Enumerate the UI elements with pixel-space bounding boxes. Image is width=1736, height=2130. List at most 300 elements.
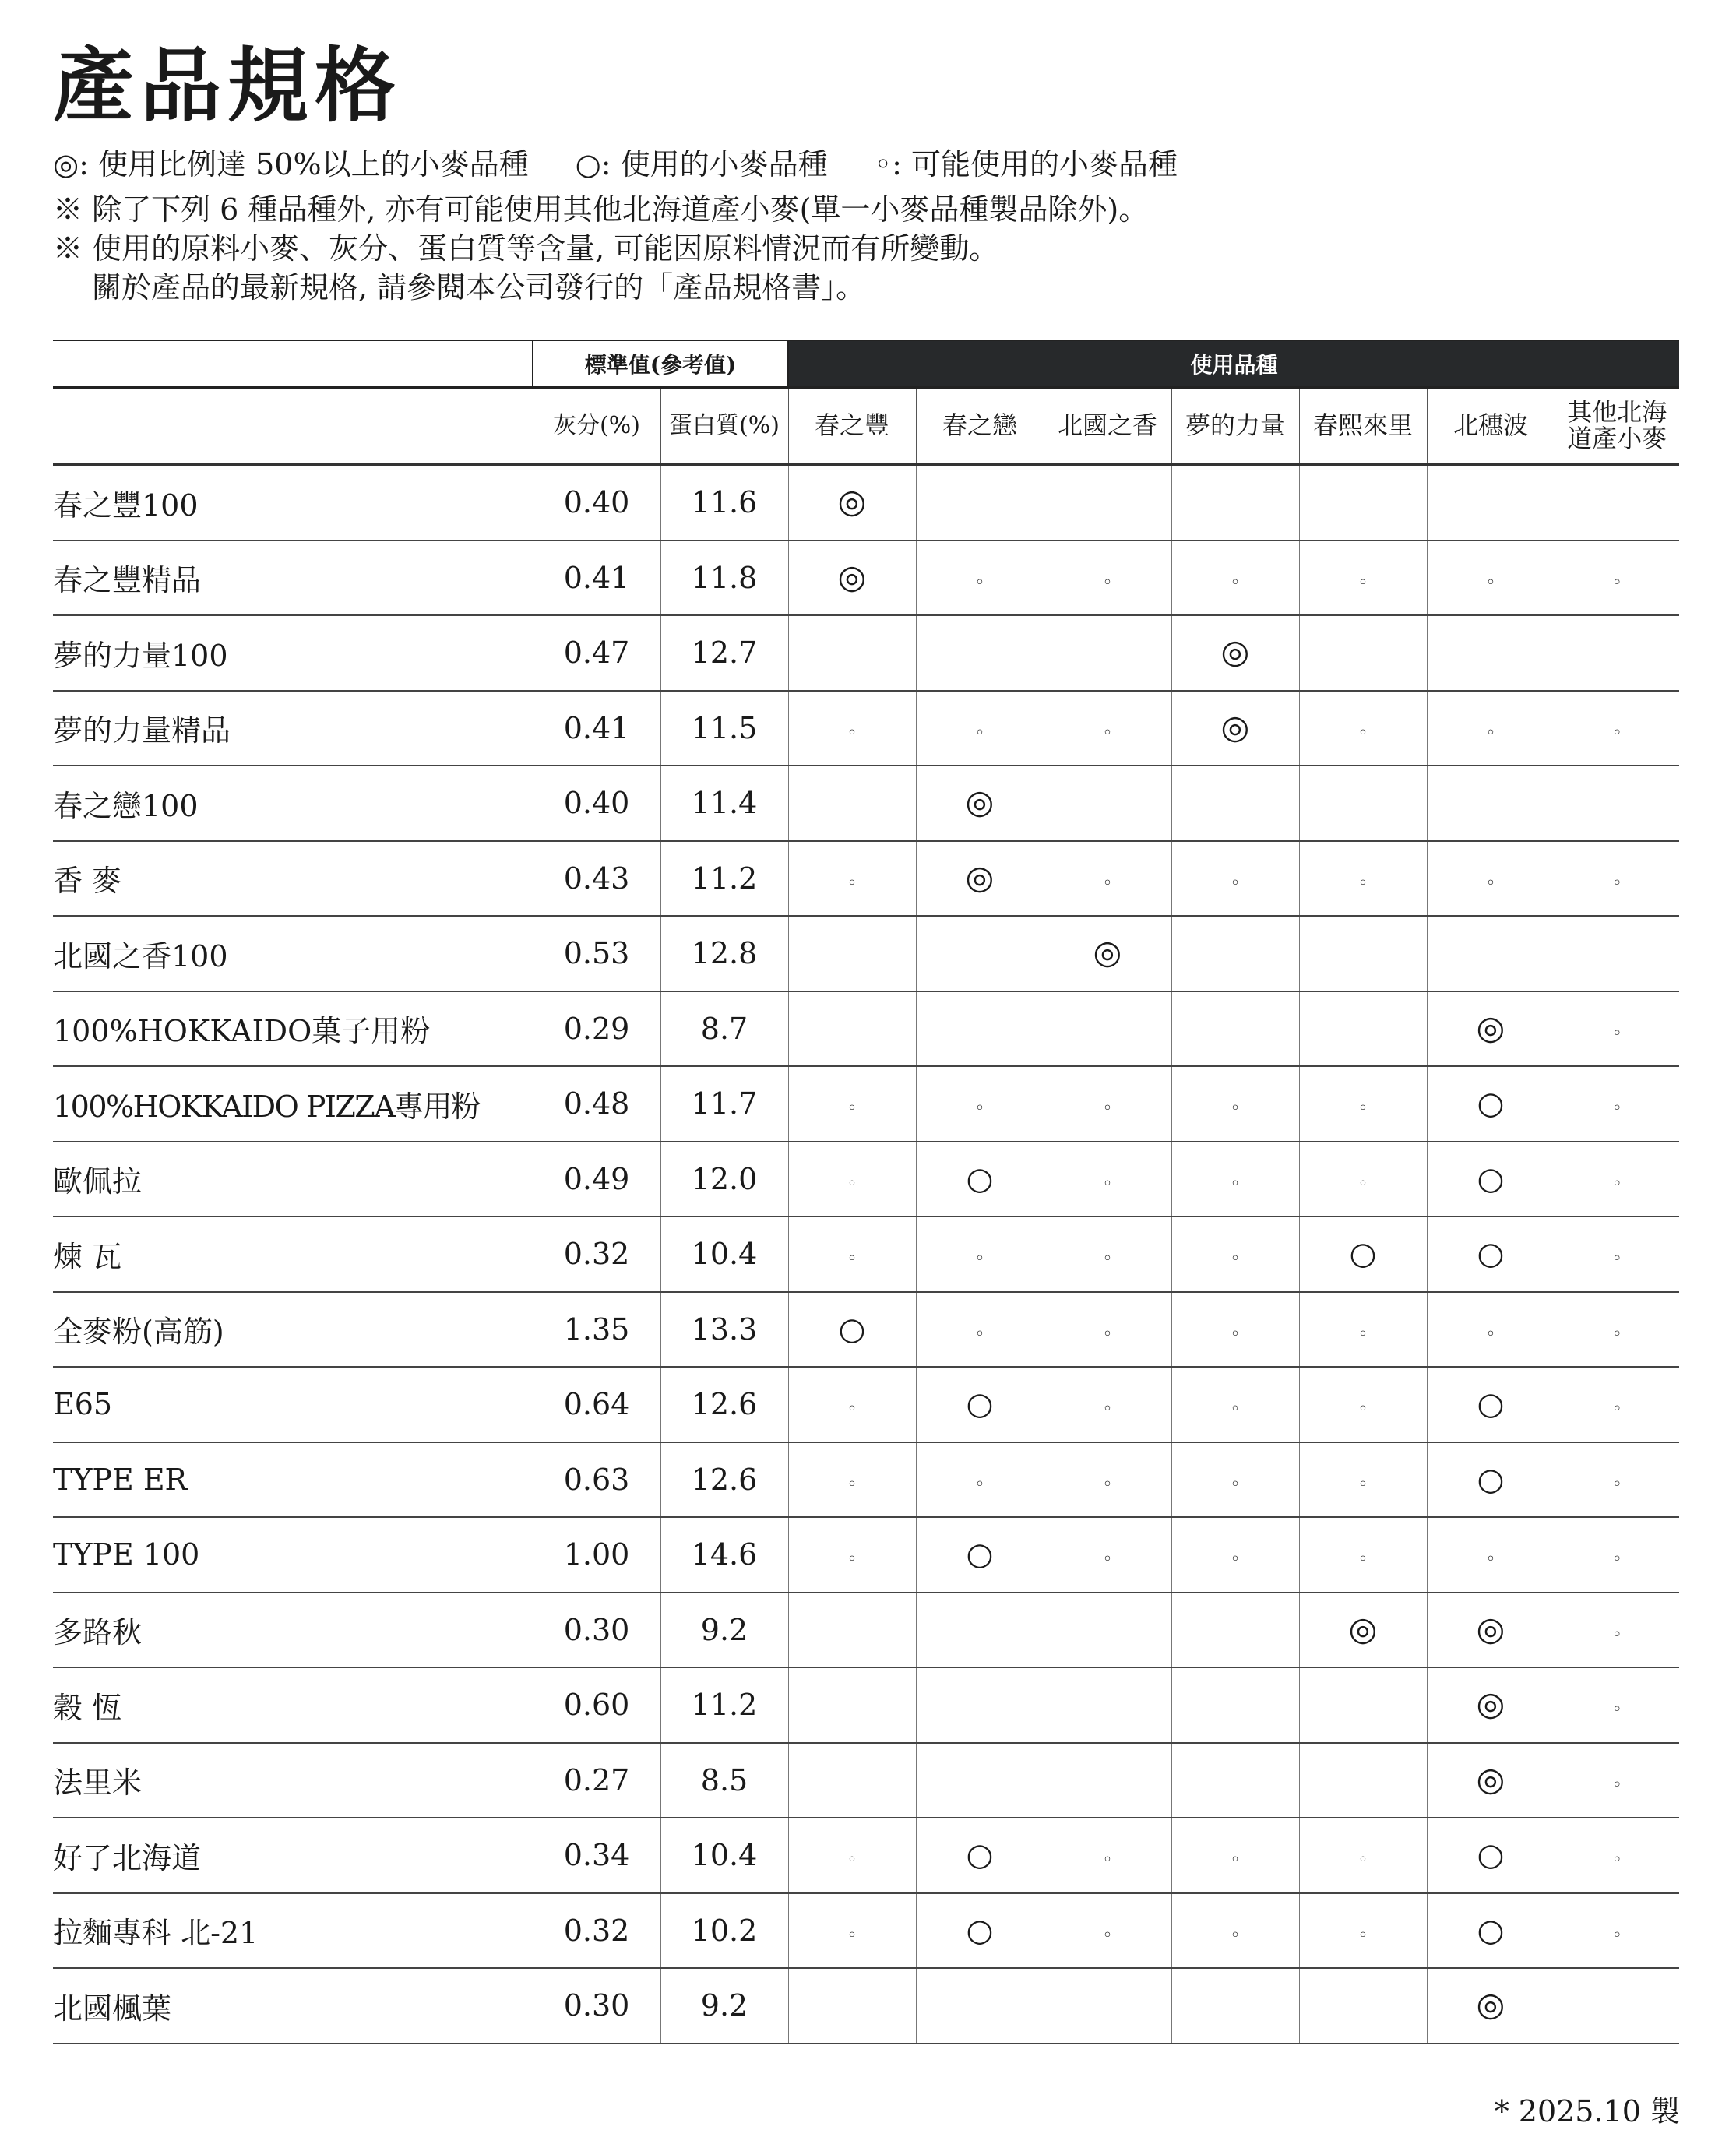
ash-value: 0.47 bbox=[533, 615, 660, 691]
dot-icon: ◦ bbox=[1611, 1399, 1622, 1420]
double-circle-icon: ◎ bbox=[1476, 1008, 1505, 1047]
variety-cell bbox=[1299, 540, 1427, 616]
ash-value: 0.30 bbox=[533, 1593, 660, 1668]
ash-value: 0.40 bbox=[533, 766, 660, 841]
variety-cell bbox=[916, 1142, 1044, 1217]
table-row bbox=[53, 1968, 1679, 2044]
circle-icon: ○ bbox=[838, 1311, 866, 1347]
dot-icon: ◦ bbox=[1102, 1474, 1113, 1495]
legend-item-double-circle bbox=[53, 147, 529, 181]
variety-cell bbox=[916, 766, 1044, 841]
dot-icon: ◦ bbox=[1611, 1700, 1622, 1720]
protein-value: 14.6 bbox=[660, 1517, 788, 1593]
variety-cell bbox=[1427, 1517, 1555, 1593]
protein-value: 11.6 bbox=[660, 465, 788, 540]
variety-cell bbox=[788, 766, 916, 841]
table-row bbox=[53, 1216, 1679, 1292]
variety-cell bbox=[1555, 1593, 1679, 1668]
product-name: 春之豐100 bbox=[53, 465, 533, 540]
variety-cell bbox=[1299, 1216, 1427, 1292]
dot-icon: ◦ bbox=[847, 1099, 857, 1119]
ash-value: 0.43 bbox=[533, 841, 660, 917]
ash-value: 0.34 bbox=[533, 1818, 660, 1893]
variety-cell bbox=[1427, 1893, 1555, 1969]
col-header-protein: 蛋白質(%) bbox=[660, 388, 788, 465]
dot-icon: ◦ bbox=[1102, 1324, 1113, 1344]
variety-cell bbox=[1299, 1367, 1427, 1442]
dot-icon: ◦ bbox=[1102, 1399, 1113, 1420]
variety-cell bbox=[1171, 1893, 1299, 1969]
group-header-blank bbox=[53, 340, 533, 388]
legend bbox=[53, 147, 1224, 195]
dot-icon: ◦ bbox=[1485, 572, 1496, 593]
product-name: 全麥粉(高筋) bbox=[53, 1292, 533, 1368]
table-row bbox=[53, 1442, 1679, 1518]
variety-cell bbox=[916, 1517, 1044, 1593]
product-name: 夢的力量精品 bbox=[53, 691, 533, 766]
product-name: 好了北海道 bbox=[53, 1818, 533, 1893]
col-header-variety: 春熙來里 bbox=[1299, 388, 1427, 465]
protein-value: 11.7 bbox=[660, 1066, 788, 1142]
variety-cell bbox=[1555, 1142, 1679, 1217]
footer-date: * 2025.10 製 bbox=[1494, 2094, 1680, 2128]
product-name: TYPE 100 bbox=[53, 1517, 533, 1593]
variety-cell bbox=[1044, 1743, 1171, 1818]
product-name: 夢的力量100 bbox=[53, 615, 533, 691]
variety-cell bbox=[1555, 540, 1679, 616]
product-name: 法里米 bbox=[53, 1743, 533, 1818]
variety-cell bbox=[788, 1442, 916, 1518]
dot-icon: ◦ bbox=[847, 873, 857, 893]
protein-value: 11.5 bbox=[660, 691, 788, 766]
variety-cell bbox=[1044, 1593, 1171, 1668]
variety-cell bbox=[788, 1593, 916, 1668]
double-circle-icon: ◎ bbox=[1476, 1685, 1505, 1723]
dot-icon: ◦ bbox=[1230, 873, 1241, 893]
dot-icon: ◦ bbox=[974, 1099, 985, 1119]
dot-icon: ◦ bbox=[847, 723, 857, 743]
variety-cell bbox=[1299, 916, 1427, 991]
variety-cell bbox=[916, 540, 1044, 616]
variety-cell bbox=[1555, 1818, 1679, 1893]
dot-icon: ◦ bbox=[1102, 1249, 1113, 1269]
dot-icon: ◦ bbox=[1357, 1324, 1368, 1344]
ash-value: 0.32 bbox=[533, 1216, 660, 1292]
variety-cell bbox=[1171, 1743, 1299, 1818]
circle-icon: ○ bbox=[1477, 1912, 1505, 1949]
variety-cell bbox=[1427, 1667, 1555, 1743]
double-circle-icon: ◎ bbox=[837, 557, 867, 596]
variety-cell bbox=[788, 1893, 916, 1969]
legend-text: : 使用的小麥品種 bbox=[600, 147, 828, 181]
variety-cell bbox=[916, 1292, 1044, 1368]
table-row bbox=[53, 841, 1679, 917]
variety-cell bbox=[1427, 1818, 1555, 1893]
variety-cell bbox=[1171, 916, 1299, 991]
dot-icon: ◦ bbox=[847, 1925, 857, 1945]
product-name: 拉麵專科 北-21 bbox=[53, 1893, 533, 1969]
dot-icon: ◦ bbox=[1611, 1850, 1622, 1871]
table-row bbox=[53, 916, 1679, 991]
variety-cell bbox=[1044, 841, 1171, 917]
dot-icon: ◦ bbox=[1611, 1324, 1622, 1344]
dot-icon: ◦ bbox=[847, 1174, 857, 1194]
dot-icon: ◦ bbox=[1230, 1550, 1241, 1570]
variety-cell bbox=[1044, 1893, 1171, 1969]
table-row bbox=[53, 991, 1679, 1067]
double-circle-icon: ◎ bbox=[1093, 933, 1122, 972]
variety-cell bbox=[1299, 465, 1427, 540]
variety-cell bbox=[788, 1066, 916, 1142]
dot-icon: ◦ bbox=[1230, 572, 1241, 593]
variety-cell bbox=[916, 1593, 1044, 1668]
dot-icon: ◦ bbox=[1230, 1850, 1241, 1871]
variety-cell bbox=[1171, 1593, 1299, 1668]
dot-icon: ◦ bbox=[1485, 1550, 1496, 1570]
protein-value: 9.2 bbox=[660, 1593, 788, 1668]
dot-icon: ◦ bbox=[1611, 1550, 1622, 1570]
dot-icon: ◦ bbox=[974, 1249, 985, 1269]
col-header-variety: 春之戀 bbox=[916, 388, 1044, 465]
product-name: 春之豐精品 bbox=[53, 540, 533, 616]
dot-icon: ◦ bbox=[1611, 1625, 1622, 1645]
dot-icon: ◦ bbox=[1230, 1474, 1241, 1495]
page-title: 產品規格 bbox=[53, 37, 403, 133]
variety-cell bbox=[788, 916, 916, 991]
dot-icon: ◦ bbox=[1357, 723, 1368, 743]
variety-cell bbox=[1044, 766, 1171, 841]
table-row bbox=[53, 465, 1679, 540]
variety-cell bbox=[916, 1818, 1044, 1893]
dot-icon: ◦ bbox=[974, 572, 985, 593]
variety-cell bbox=[1171, 1066, 1299, 1142]
variety-cell bbox=[1427, 1292, 1555, 1368]
variety-cell bbox=[1171, 1818, 1299, 1893]
variety-cell bbox=[1044, 540, 1171, 616]
circle-icon: ○ bbox=[966, 1160, 994, 1197]
note-line: ※ 除了下列 6 種品種外, 亦有可能使用其他北海道產小麥(單一小麥品種製品除外)。 bbox=[53, 192, 1149, 227]
variety-cell bbox=[1299, 1743, 1427, 1818]
variety-cell bbox=[916, 465, 1044, 540]
dot-icon: ◦ bbox=[1611, 1925, 1622, 1945]
protein-value: 12.7 bbox=[660, 615, 788, 691]
variety-cell bbox=[1299, 1893, 1427, 1969]
circle-icon: ○ bbox=[1349, 1236, 1377, 1273]
variety-cell bbox=[916, 1667, 1044, 1743]
col-header-variety: 夢的力量 bbox=[1171, 388, 1299, 465]
dot-icon: ◦ bbox=[1230, 1249, 1241, 1269]
legend-item-dot bbox=[874, 147, 1178, 181]
dot-icon: ◦ bbox=[847, 1550, 857, 1570]
variety-cell bbox=[916, 1216, 1044, 1292]
ash-value: 0.64 bbox=[533, 1367, 660, 1442]
variety-cell bbox=[1555, 991, 1679, 1067]
dot-icon: ◦ bbox=[1102, 1925, 1113, 1945]
variety-cell bbox=[788, 991, 916, 1067]
dot-icon: ◦ bbox=[1230, 1925, 1241, 1945]
col-header-variety-other bbox=[1555, 388, 1679, 465]
circle-icon: ○ bbox=[966, 1837, 994, 1874]
dot-icon: ◦ bbox=[1357, 1174, 1368, 1194]
variety-cell bbox=[1555, 1517, 1679, 1593]
ash-value: 0.32 bbox=[533, 1893, 660, 1969]
variety-cell bbox=[1555, 916, 1679, 991]
variety-cell bbox=[1299, 1968, 1427, 2044]
dot-icon: ◦ bbox=[1611, 1474, 1622, 1495]
variety-cell bbox=[1044, 1066, 1171, 1142]
table-row bbox=[53, 1818, 1679, 1893]
col-header-product bbox=[53, 388, 533, 465]
variety-cell bbox=[916, 1893, 1044, 1969]
variety-cell bbox=[1555, 1216, 1679, 1292]
col-header-other-line2: 道產小麥 bbox=[1567, 424, 1667, 453]
dot-icon: ◦ bbox=[1611, 1775, 1622, 1795]
dot-icon: ◦ bbox=[1611, 723, 1622, 743]
variety-cell bbox=[916, 916, 1044, 991]
product-name: 北國之香100 bbox=[53, 916, 533, 991]
table-row bbox=[53, 1593, 1679, 1668]
variety-cell bbox=[916, 1743, 1044, 1818]
legend-text: : 可能使用的小麥品種 bbox=[892, 147, 1178, 181]
variety-cell bbox=[1171, 1667, 1299, 1743]
variety-cell bbox=[1044, 1216, 1171, 1292]
table-row bbox=[53, 1066, 1679, 1142]
variety-cell bbox=[1555, 691, 1679, 766]
variety-cell bbox=[1044, 1818, 1171, 1893]
variety-cell bbox=[1555, 465, 1679, 540]
dot-icon: ◦ bbox=[1611, 1249, 1622, 1269]
variety-cell bbox=[788, 1968, 916, 2044]
dot-icon: ◦ bbox=[847, 1249, 857, 1269]
variety-cell bbox=[788, 540, 916, 616]
legend-item-circle bbox=[575, 147, 828, 181]
variety-cell bbox=[1427, 615, 1555, 691]
ash-value: 0.40 bbox=[533, 465, 660, 540]
circle-icon: ○ bbox=[1477, 1461, 1505, 1498]
dot-icon: ◦ bbox=[1357, 1099, 1368, 1119]
product-name: 多路秋 bbox=[53, 1593, 533, 1668]
variety-cell bbox=[1044, 1142, 1171, 1217]
dot-icon: ◦ bbox=[1611, 572, 1622, 593]
variety-cell bbox=[1427, 841, 1555, 917]
dot-icon: ◦ bbox=[974, 1324, 985, 1344]
variety-cell bbox=[788, 1743, 916, 1818]
variety-cell bbox=[1427, 691, 1555, 766]
variety-cell bbox=[916, 1367, 1044, 1442]
double-circle-icon: ◎ bbox=[1220, 632, 1250, 671]
dot-icon: ◦ bbox=[1230, 1399, 1241, 1420]
variety-cell bbox=[1427, 1968, 1555, 2044]
table-row bbox=[53, 1367, 1679, 1442]
variety-cell bbox=[916, 615, 1044, 691]
protein-value: 13.3 bbox=[660, 1292, 788, 1368]
protein-value: 12.6 bbox=[660, 1367, 788, 1442]
col-header-ash: 灰分(%) bbox=[533, 388, 660, 465]
variety-cell bbox=[1555, 1367, 1679, 1442]
circle-icon: ○ bbox=[575, 147, 601, 181]
variety-cell bbox=[1299, 1442, 1427, 1518]
product-name: 穀 恆 bbox=[53, 1667, 533, 1743]
circle-icon: ○ bbox=[1477, 1086, 1505, 1122]
dot-icon: ◦ bbox=[1357, 1399, 1368, 1420]
dot-icon: ◦ bbox=[1102, 723, 1113, 743]
product-name: 春之戀100 bbox=[53, 766, 533, 841]
variety-cell bbox=[788, 1517, 916, 1593]
variety-cell bbox=[1044, 615, 1171, 691]
variety-cell bbox=[1171, 841, 1299, 917]
circle-icon: ○ bbox=[966, 1386, 994, 1423]
dot-icon: ◦ bbox=[847, 1399, 857, 1420]
protein-value: 12.0 bbox=[660, 1142, 788, 1217]
variety-cell bbox=[916, 841, 1044, 917]
variety-cell bbox=[1171, 766, 1299, 841]
variety-cell bbox=[1555, 1743, 1679, 1818]
ash-value: 0.41 bbox=[533, 540, 660, 616]
product-name: 100%HOKKAIDO PIZZA專用粉 bbox=[53, 1066, 533, 1142]
variety-cell bbox=[1299, 615, 1427, 691]
circle-icon: ○ bbox=[1477, 1160, 1505, 1197]
variety-cell bbox=[916, 691, 1044, 766]
variety-cell bbox=[1299, 1667, 1427, 1743]
variety-cell bbox=[788, 1216, 916, 1292]
variety-cell bbox=[1171, 1367, 1299, 1442]
dot-icon: ◦ bbox=[1102, 1174, 1113, 1194]
variety-cell bbox=[916, 1066, 1044, 1142]
ash-value: 0.41 bbox=[533, 691, 660, 766]
protein-value: 8.5 bbox=[660, 1743, 788, 1818]
dot-icon: ◦ bbox=[847, 1474, 857, 1495]
variety-cell bbox=[1555, 615, 1679, 691]
variety-cell bbox=[1427, 1066, 1555, 1142]
variety-cell bbox=[1427, 916, 1555, 991]
variety-cell bbox=[1555, 1968, 1679, 2044]
spec-table-body bbox=[53, 465, 1679, 2044]
col-header-other-line1: 其他北海 bbox=[1567, 397, 1667, 428]
protein-value: 10.2 bbox=[660, 1893, 788, 1969]
dot-icon: ◦ bbox=[1102, 1850, 1113, 1871]
variety-cell bbox=[1171, 465, 1299, 540]
variety-cell bbox=[1299, 1142, 1427, 1217]
double-circle-icon: ◎ bbox=[1348, 1609, 1378, 1648]
circle-icon: ○ bbox=[1477, 1386, 1505, 1423]
double-circle-icon: ◎ bbox=[965, 783, 995, 822]
double-circle-icon: ◎ bbox=[1476, 1985, 1505, 2024]
variety-cell bbox=[1427, 465, 1555, 540]
dot-icon: ◦ bbox=[1102, 572, 1113, 593]
variety-cell bbox=[1299, 1066, 1427, 1142]
dot-icon: ◦ bbox=[1357, 873, 1368, 893]
ash-value: 0.53 bbox=[533, 916, 660, 991]
protein-value: 11.2 bbox=[660, 1667, 788, 1743]
variety-cell bbox=[1044, 1442, 1171, 1518]
ash-value: 0.63 bbox=[533, 1442, 660, 1518]
table-row bbox=[53, 1292, 1679, 1368]
product-name: 煉 瓦 bbox=[53, 1216, 533, 1292]
ash-value: 0.29 bbox=[533, 991, 660, 1067]
product-name: 北國楓葉 bbox=[53, 1968, 533, 2044]
circle-icon: ○ bbox=[966, 1537, 994, 1573]
variety-cell bbox=[1299, 766, 1427, 841]
table-row bbox=[53, 1743, 1679, 1818]
ash-value: 1.00 bbox=[533, 1517, 660, 1593]
protein-value: 10.4 bbox=[660, 1216, 788, 1292]
group-header-varieties: 使用品種 bbox=[788, 340, 1679, 388]
table-row bbox=[53, 691, 1679, 766]
variety-cell bbox=[1044, 916, 1171, 991]
double-circle-icon: ◎ bbox=[965, 857, 995, 896]
protein-value: 8.7 bbox=[660, 991, 788, 1067]
table-row bbox=[53, 1142, 1679, 1217]
double-circle-icon: ◎ bbox=[53, 147, 79, 181]
variety-cell bbox=[788, 615, 916, 691]
variety-cell bbox=[916, 1442, 1044, 1518]
variety-cell bbox=[916, 991, 1044, 1067]
variety-cell bbox=[1044, 1367, 1171, 1442]
variety-cell bbox=[1171, 615, 1299, 691]
product-name: E65 bbox=[53, 1367, 533, 1442]
double-circle-icon: ◎ bbox=[837, 482, 867, 521]
dot-icon: ◦ bbox=[1485, 723, 1496, 743]
variety-cell bbox=[1427, 1593, 1555, 1668]
variety-cell bbox=[1555, 1893, 1679, 1969]
variety-cell bbox=[788, 841, 916, 917]
group-header-standard: 標準值(參考值) bbox=[533, 340, 788, 388]
product-name: TYPE ER bbox=[53, 1442, 533, 1518]
protein-value: 11.4 bbox=[660, 766, 788, 841]
dot-icon: ◦ bbox=[1102, 1550, 1113, 1570]
variety-cell bbox=[1427, 540, 1555, 616]
variety-cell bbox=[1299, 1593, 1427, 1668]
dot-icon: ◦ bbox=[1357, 1474, 1368, 1495]
spec-table bbox=[53, 340, 1679, 2044]
dot-icon: ◦ bbox=[847, 1850, 857, 1871]
variety-cell bbox=[1555, 1442, 1679, 1518]
table-row bbox=[53, 540, 1679, 616]
table-row bbox=[53, 1893, 1679, 1969]
variety-cell bbox=[788, 691, 916, 766]
dot-icon: ◦ bbox=[1611, 1174, 1622, 1194]
variety-cell bbox=[1555, 1667, 1679, 1743]
col-header-variety: 北穗波 bbox=[1427, 388, 1555, 465]
variety-cell bbox=[788, 465, 916, 540]
variety-cell bbox=[788, 1367, 916, 1442]
protein-value: 12.8 bbox=[660, 916, 788, 991]
variety-cell bbox=[1044, 991, 1171, 1067]
variety-cell bbox=[1044, 691, 1171, 766]
circle-icon: ○ bbox=[1477, 1236, 1505, 1273]
variety-cell bbox=[1299, 841, 1427, 917]
circle-icon: ○ bbox=[1477, 1837, 1505, 1874]
circle-icon: ○ bbox=[966, 1912, 994, 1949]
variety-cell bbox=[1171, 1292, 1299, 1368]
col-header-variety: 春之豐 bbox=[788, 388, 916, 465]
notes-block bbox=[53, 147, 1224, 312]
variety-cell bbox=[1555, 1292, 1679, 1368]
ash-value: 1.35 bbox=[533, 1292, 660, 1368]
col-header-variety: 北國之香 bbox=[1044, 388, 1171, 465]
protein-value: 11.8 bbox=[660, 540, 788, 616]
table-row bbox=[53, 1667, 1679, 1743]
variety-cell bbox=[788, 1818, 916, 1893]
protein-value: 11.2 bbox=[660, 841, 788, 917]
variety-cell bbox=[1427, 1216, 1555, 1292]
note-line: 關於產品的最新規格, 請參閱本公司發行的「產品規格書」。 bbox=[92, 270, 866, 305]
dot-icon: ◦ bbox=[1611, 1023, 1622, 1044]
variety-cell bbox=[1299, 691, 1427, 766]
variety-cell bbox=[1171, 540, 1299, 616]
dot-icon: ◦ bbox=[1611, 1099, 1622, 1119]
variety-cell bbox=[1044, 465, 1171, 540]
